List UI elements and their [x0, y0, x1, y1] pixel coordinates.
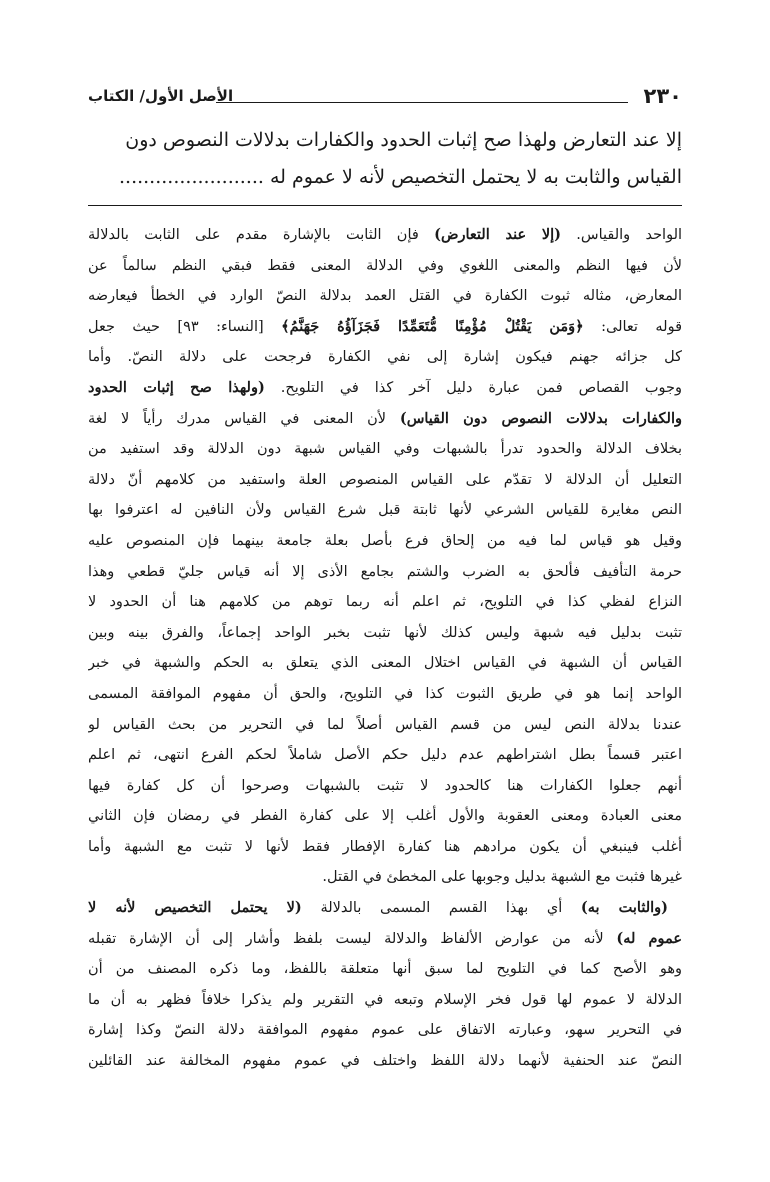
- matn-quote: والكفارات بدلالات النصوص دون القياس): [399, 409, 682, 427]
- commentary-line: في التحرير سهو، وعبارته الاتفاق على عموم مفهوم الموافقة دلالة النصّ وكذا إشارة: [88, 1022, 682, 1039]
- commentary-line: الدلالة لا عموم لها قول فخر الإسلام وتبعه في التقرير ولم يذكرا خلافاً فظهر به أن ما: [88, 991, 682, 1008]
- matn-quote: عموم له): [616, 929, 682, 947]
- commentary-line: النصّ عند الحنفية لأنهما دلالة اللفظ واختلف في عموم مفهوم المخالفة عند القائلين: [88, 1053, 682, 1070]
- commentary-span: أي بهذا القسم المسمى بالدلالة: [320, 900, 563, 917]
- verse-citation: [النساء: ٩٣] حيث جعل: [88, 318, 264, 335]
- commentary-line: غيرها فثبت مع الشبهة بدليل وجوبها على المخطئ في القتل.: [322, 869, 682, 886]
- commentary-span: الواحد والقياس.: [576, 227, 682, 243]
- commentary-line: وقيل هو قياس لما فيه من إلحاق فرع بأصل بعلة جامعة بينهما فإن المنصوص عليه: [88, 532, 682, 549]
- commentary-line: كل جزائه جهنم فيكون إشارة إلى نفي الكفارة فرجحت على دلالة النصّ. وأما: [88, 349, 682, 366]
- commentary-span: فإن الثابت بالإشارة مقدم على الثابت بالدلالة: [88, 227, 419, 243]
- commentary-line: [88, 404, 682, 435]
- commentary-line: لأن فيها النظم والمعنى اللغوي وفي الدلالة المعنى فقط فبقي النظم سالماً عن: [88, 257, 682, 274]
- commentary-span: وجوب القصاص فمن عبارة دليل آخر كذا في التلويح.: [280, 379, 682, 396]
- matn-line: [88, 159, 682, 196]
- matn-quote: (إلا عند التعارض): [434, 226, 561, 243]
- matn-quote: (لا يحتمل التخصيص لأنه لا: [88, 899, 302, 917]
- matn-dots: ........................: [118, 166, 264, 188]
- commentary-line: القياس أن الشبهة في القياس اختلال المعنى الذي يتعلق به الحكم والشبهة في خبر: [88, 655, 682, 672]
- section-divider: [88, 205, 682, 206]
- matn-line: إلا عند التعارض ولهذا صح إثبات الحدود والكفارات بدلالات النصوص دون: [125, 129, 682, 151]
- commentary-line: [88, 893, 682, 924]
- commentary-line: النزاع لفظي كذا في التلويح، ثم اعلم أنه ربما توهم من كلامهم هنا أن الحدود لا: [88, 594, 682, 611]
- page-number: ٢٣٠: [643, 84, 682, 108]
- matn-quote: (والثابت به): [580, 899, 669, 917]
- commentary-line: أنهم جعلوا الكفارات هنا كالحدود لا تثبت بالشبهات وصرحوا أن كل كفارة فيها: [88, 777, 682, 794]
- commentary-line: [88, 312, 682, 343]
- commentary-line: عندنا بدلالة النص ليس من قسم القياس أصلاً لما في التحرير من بحث القياس لو: [88, 716, 682, 733]
- page-header: [88, 84, 682, 110]
- running-title: الأصل الأول/ الكتاب: [88, 87, 234, 105]
- header-rule: [216, 102, 628, 103]
- commentary-line: التعليل أن الدلالة لا تقدّم على القياس المنصوص العلة واستفيد من كلامهم أنّ دلالة: [88, 471, 682, 488]
- matn-line-text: القياس والثابت به لا يحتمل التخصيص لأنه لا عموم له: [269, 166, 682, 188]
- commentary-line: حرمة التأفيف فألحق به الضرب والشتم بجامع الأذى إلا أنه قياس جليّ قطعي وهذا: [88, 563, 682, 580]
- commentary-text: [88, 220, 682, 1077]
- commentary-line: تثبت بدليل فيه شبهة وليس كذلك لأنها تثبت بخبر الواحد إجماعاً، والفرق بينه وبين: [88, 624, 682, 641]
- commentary-span: لأن المعنى في القياس مدرك رأياً لا لغة: [88, 410, 387, 427]
- commentary-line: معنى العبادة ومعنى العقوبة والأول أغلب إلا على كفارة الفطر في رمضان فإن الثاني: [88, 808, 682, 825]
- commentary-line: الواحد إنما هو في طريق الثبوت كذا في التلويح، والحق أن مفهوم الموافقة المسمى: [88, 685, 682, 702]
- matn-quote: (ولهذا صح إثبات الحدود: [88, 378, 265, 396]
- commentary-line: [88, 924, 682, 955]
- quran-verse: ﴿وَمَن يَقْتُلْ مُؤْمِنًا مُّتَعَمِّدًا فَجَزَآؤُهُ جَهَنَّمُ﴾: [281, 317, 584, 335]
- commentary-line: وهو الأصح كما في التلويح لما سبق أنها متعلقة باللفظ، وما ذكره المصنف من أن: [88, 961, 682, 978]
- commentary-line: النص مغايرة للقياس الشرعي لأنها ثابتة قبل شرع القياس ولأن النافين له اعترفوا بها: [88, 502, 682, 519]
- commentary-line: [88, 373, 682, 404]
- commentary-span: قوله تعالى:: [601, 318, 682, 335]
- commentary-line: المعارض، مثاله ثبوت الكفارة في القتل العمد بدلالة النصّ الوارد في الخطأ فيعارضه: [88, 288, 682, 305]
- commentary-line: بخلاف الدلالة والحدود تدرأ بالشبهات وفي القياس شبهة دون الدلالة وقد استفيد من: [88, 441, 682, 458]
- commentary-span: لأنه من عوارض الألفاظ والدلالة ليست بلفظ وأشار إلى أن الإشارة تقبله: [88, 930, 604, 947]
- commentary-line: أغلب فينبغي أن يكون مرادهم هنا كفارة الإفطار فقط لأنها لا تثبت مع الشبهة وأما: [88, 838, 682, 855]
- matn-text: [88, 122, 682, 196]
- commentary-line: [88, 220, 682, 251]
- commentary-line: اعتبر قسماً بطل اشتراطهم عدم دليل حكم الأصل شاملاً لحكم الفرع انتهى، ثم اعلم: [88, 747, 682, 764]
